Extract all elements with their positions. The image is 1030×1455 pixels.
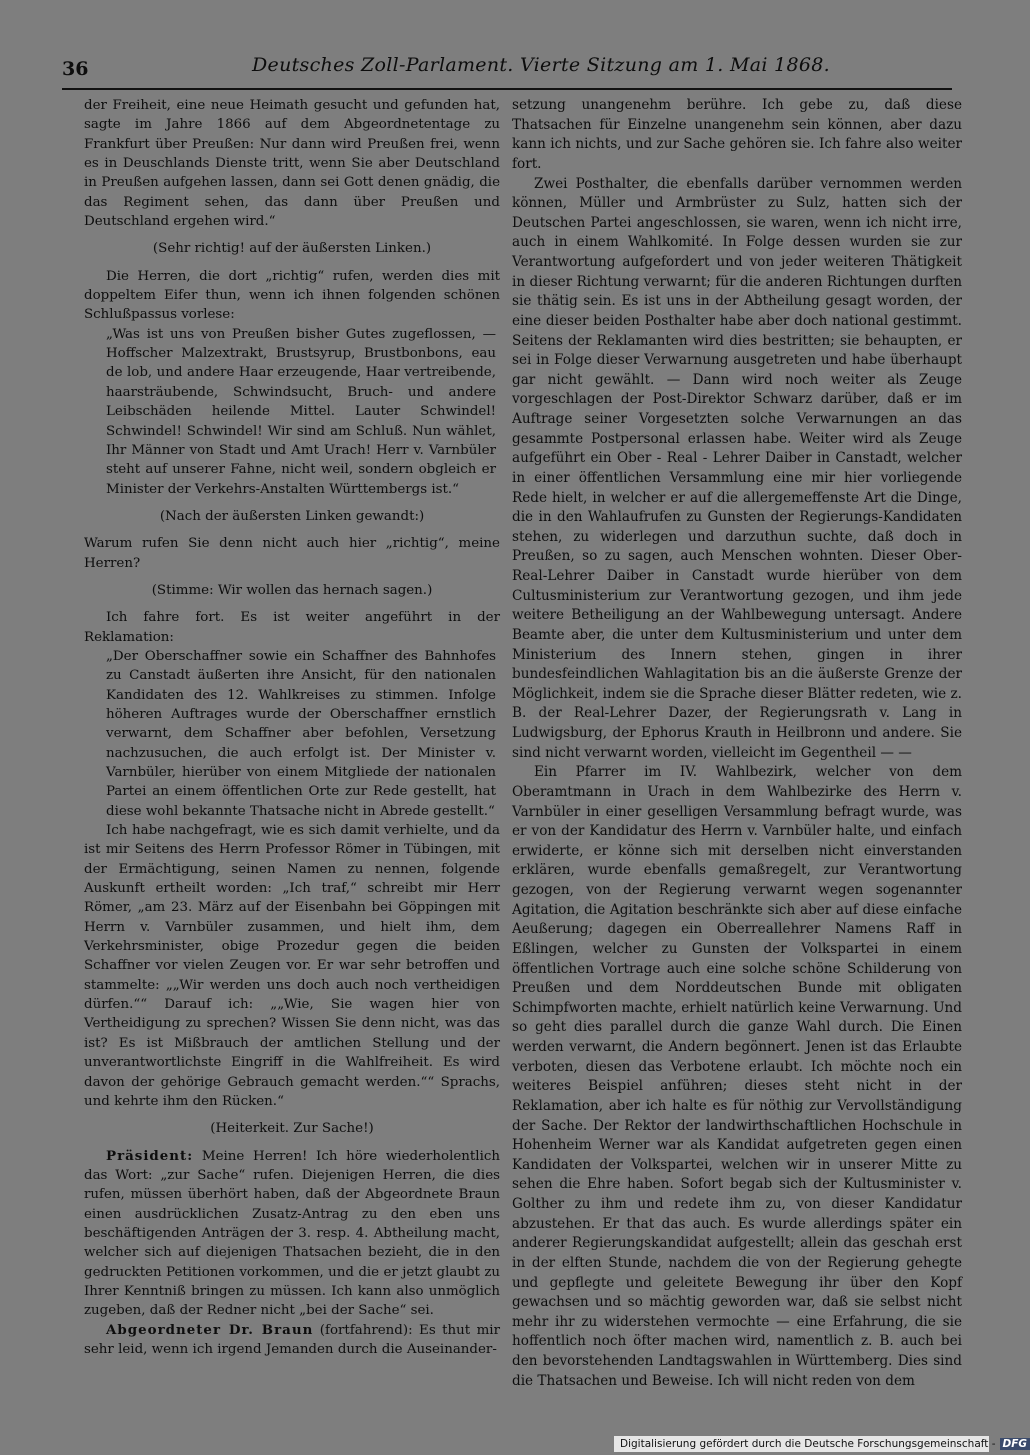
speaker-name: Präsident: [106,1147,194,1164]
interjection: (Nach der äußersten Linken gewandt:) [159,508,425,524]
footer-text: Digitalisierung gefördert durch die Deutsche Forschungsgemeinschaft - [620,1438,996,1450]
quoted-passage: „Der Oberschaffner sowie ein Schaffner des Bahnhofes zu Canstadt äußerten ihre Ansicht, für den nationalen Kandidaten des 12. Wahlkreises zu stimmen. Infolge höheren Auftrages wurde der Oberschaffner ernstlich verwarnt, dem Schaffner aber befohlen, Versetzung nachzusuchen, die auch erfolgt ist. Der Minister v. Varnbüler, hierüber von einem Mitgliede der nationalen Partei an einem öffentlichen Orte zur Rede gestellt, hat diese wohl bekannte Thatsache nicht in Abrede gestellt.“ [106,648,496,819]
speaker-paragraph [84,1321,500,1360]
quoted-passage: „Was ist uns von Preußen bisher Gutes zugeflossen, — Hoffscher Malzextrakt, Brustsyrup, Brustbonbons, eau de lob, und andere Haar erzeugende, Haar vertreibende, haarsträubende, Schwindsucht, Bruch- und andere Leibschäden heilende Mittel. Lauter Schwindel! Schwindel! Schwindel! Wir sind am Schluß. Nun wählet, Ihr Männer von Stadt und Amt Urach! Herr v. Varnbüler steht auf unserer Fahne, nicht weil, sondern obgleich er Minister der Verkehrs-Anstalten Württembergs ist.“ [106,326,496,497]
dfg-logo: DFG [1000,1438,1030,1450]
paragraph: Ein Pfarrer im IV. Wahlbezirk, welcher von dem Oberamtmann in Urach in dem Wahlbezirke des Herrn v. Varnbüler in einer geselligen Versammlung befragt wurde, was er von der Kandidatur des Herrn v. Varnbüler halte, und einfach erwiderte, er könne sich mit derselben nicht einverstanden erklären, wurde ebenfalls gemaßregelt, zur Verantwortung gezogen, von der Regierung verwarnt wegen sogenannter Agitation, die Agitation beschränkte sich aber auf diese einfache Aeußerung; dagegen ein Oberreallehrer Namens Raff in Eßlingen, welcher zu Gunsten der Volkspartei in einem öffentlichen Vortrage auch eine solche schöne Schilderung von Preußen und dem Norddeutschen Bunde mit obligaten Schimpfworten machte, erhielt natürlich keine Verwarnung. Und so geht dies parallel durch die ganze Wahl durch. Die Einen werden verwarnt, die Andern begönnert. Jenen ist das Erlaubte verboten, diesen das Verbotene erlaubt. Ich möchte noch ein weiteres Beispiel anführen; dieses steht nicht in der Reklamation, aber ich halte es für nöthig zur Vervollständigung der Sache. Der Rektor der landwirthschaftlichen Hochschule in Hohenheim Werner war als Kandidat aufgetreten gegen einen Kandidaten der Volkspartei, welchen wir in unserer Mitte zu sehen die Ehre haben. Sofort begab sich der Kultusminister v. Golther zu ihm und redete ihm zu, von dieser Kandidatur abzustehen. Er that das auch. Es wurde allerdings später ein anderer Regierungskandidat aufgestellt; allein das geschah erst in der elften Stunde, nachdem die von der Regierung gehegte und gepflegte und geleitete Bewegung ihr über den Kopf gewachsen und so mächtig geworden war, daß sie selbst nicht mehr ihr zu widerstehen vermochte — eine Erfahrung, die sie hoffentlich noch öfter machen wird, namentlich z. B. auch bei den bevorstehenden Landtagswahlen in Württemberg. Dies sind die Thatsachen und Beweise. Ich will nicht reden von dem [512,764,962,1389]
funding-footer [614,1436,1028,1452]
interjection: (Stimme: Wir wollen das hernach sagen.) [151,582,433,598]
paragraph: setzung unangenehm berühre. Ich gebe zu, daß diese Thatsachen für Einzelne unangenehm sein können, aber dazu kann ich nichts, und zur Sache gehören sie. Ich fahre also weiter fort. [512,97,962,172]
paragraph: der Freiheit, eine neue Heimath gesucht und gefunden hat, sagte im Jahre 1866 auf dem Abgeordnetentage zu Frankfurt über Preußen: Nur dann wird Preußen frei, wenn es in Deuschlands Dienste tritt, wenn Sie aber Deutschland in Preußen aufgehen lassen, dann sei Gott denen gnädig, die das Regiment sehen, das dann über Preußen und Deutschland ergehen wird.“ [84,98,500,230]
speech-text: Meine Herren! Ich höre wiederholentlich das Wort: „zur Sache“ rufen. Diejenigen Herren, die dies rufen, müssen überhört haben, daß der Abgeordnete Braun einen ausdrücklichen Zusatz-Antrag zu den eben uns beschäftigenden Anträgen der 3. resp. 4. Abtheilung macht, welcher sich auf diejenigen Thatsachen bezieht, die in den gedruckten Petitionen vorkommen, und die er jetzt glaubt zu Ihrer Kenntniß bringen zu müssen. Ich kann also unmöglich zugeben, daß der Redner nicht „bei der Sache“ sei. [84,1148,500,1319]
speaker-paragraph [84,1147,500,1321]
interjection: (Sehr richtig! auf der äußersten Linken.) [152,241,432,257]
paragraph: Ich habe nachgefragt, wie es sich damit verhielte, und da ist mir Seitens des Herrn Professor Römer in Tübingen, mit der Ermächtigung, seinen Namen zu nennen, folgende Auskunft ertheilt worden: „Ich traf,“ schreibt mir Herr Römer, „am 23. März auf der Eisenbahn bei Göppingen mit Herrn v. Varnbüler zusammen, und hielt ihm, dem Verkehrsminister, obige Prozedur gegen die beiden Schaffner vor vielen Zeugen vor. Er war sehr betroffen und stammelte: „„Wir werden uns doch auch noch vertheidigen dürfen.““ Darauf ich: „„Wie, Sie wagen hier von Vertheidigung zu sprechen? Wissen Sie denn nicht, was das ist? Es ist Mißbrauch der amtlichen Stellung und der unverantwortlichste Eingriff in die Wahlfreiheit. Es wird davon der gehörige Gebrauch gemacht werden.““ Sprachs, und kehrte ihm den Rücken.“ [84,823,500,1109]
page-number: 36 [62,58,89,80]
header-rule [62,88,952,90]
paragraph: Die Herren, die dort „richtig“ rufen, werden dies mit doppeltem Eifer thun, wenn ich ihnen folgenden schönen Schlußpassus vorlese: [84,268,500,323]
page-header [62,52,952,88]
right-column [512,96,962,1391]
interjection: (Heiterkeit. Zur Sache!) [210,1121,374,1137]
paragraph: Warum rufen Sie denn nicht auch hier „richtig“, meine Herren? [84,536,500,571]
left-column [84,96,500,1359]
running-title: Deutsches Zoll-Parlament. Vierte Sitzung am 1. Mai 1868. [252,54,830,76]
paragraph: Ich fahre fort. Es ist weiter angeführt in der Reklamation: [84,610,500,645]
paragraph: Zwei Posthalter, die ebenfalls darüber vernommen werden können, Müller und Armbrüster zu Sulz, hatten sich der Deutschen Partei angeschlossen, sie waren, wenn ich nicht irre, auch in einem Wahlkomité. In Folge dessen wurden sie zur Verantwortung aufgefordert und von jeder weiteren Thätigkeit in dieser Richtung verwarnt; für die anderen Richtungen durften sie thätig sein. Es ist uns in der Abtheilung gesagt worden, der eine dieser beiden Posthalter habe aber doch national gestimmt. Seitens der Reklamanten wird dies bestritten; sie behaupten, er sei in Folge dieser Verwarnung ausgetreten und habe überhaupt gar nicht gewählt. — Dann wird noch weiter als Zeuge vorgeschlagen der Post-Direktor Schwarz darüber, daß er im Auftrage seiner Vorgesetzten solche Verwarnungen an das gesammte Postpersonal erlassen habe. Weiter wird als Zeuge aufgeführt ein Ober - Real - Lehrer Daiber in Canstadt, welcher in einer öffentlichen Versammlung eine mir hier vorliegende Rede hielt, in welcher er auf die allergemeffenste Art die Dinge, die in den Wahlaufrufen zu Gunsten der Regierungs-Kandidaten stehen, zu widerlegen und darzuthun suchte, daß doch in Preußen, so zu sagen, auch Menschen wohnten. Dieser Ober-Real-Lehrer Daiber in Canstadt wurde hierüber von dem Cultusministerium zur Verantwortung gezogen, und ihm jede weitere Betheiligung an der Wahlbewegung untersagt. Andere Beamte aber, die unter dem Kultusministerium und unter dem Ministerium des Innern stehen, gingen in ihrer bundesfeindlichen Wahlagitation bis an die äußerste Grenze der Möglichkeit, indem sie die Sprache dieser Blätter redeten, wie z. B. der Real-Lehrer Dazer, der Regierungsrath v. Lang in Ludwigsburg, der Ephorus Krauth in Heilbronn und andere. Sie sind nicht verwarnt worden, vielleicht im Gegentheil — — [512,175,962,761]
speech-text: (fortfahrend): Es thut mir sehr leid, wenn ich irgend Jemanden durch die Auseinander- [84,1322,500,1357]
speaker-name: Abgeordneter Dr. Braun [106,1321,314,1338]
